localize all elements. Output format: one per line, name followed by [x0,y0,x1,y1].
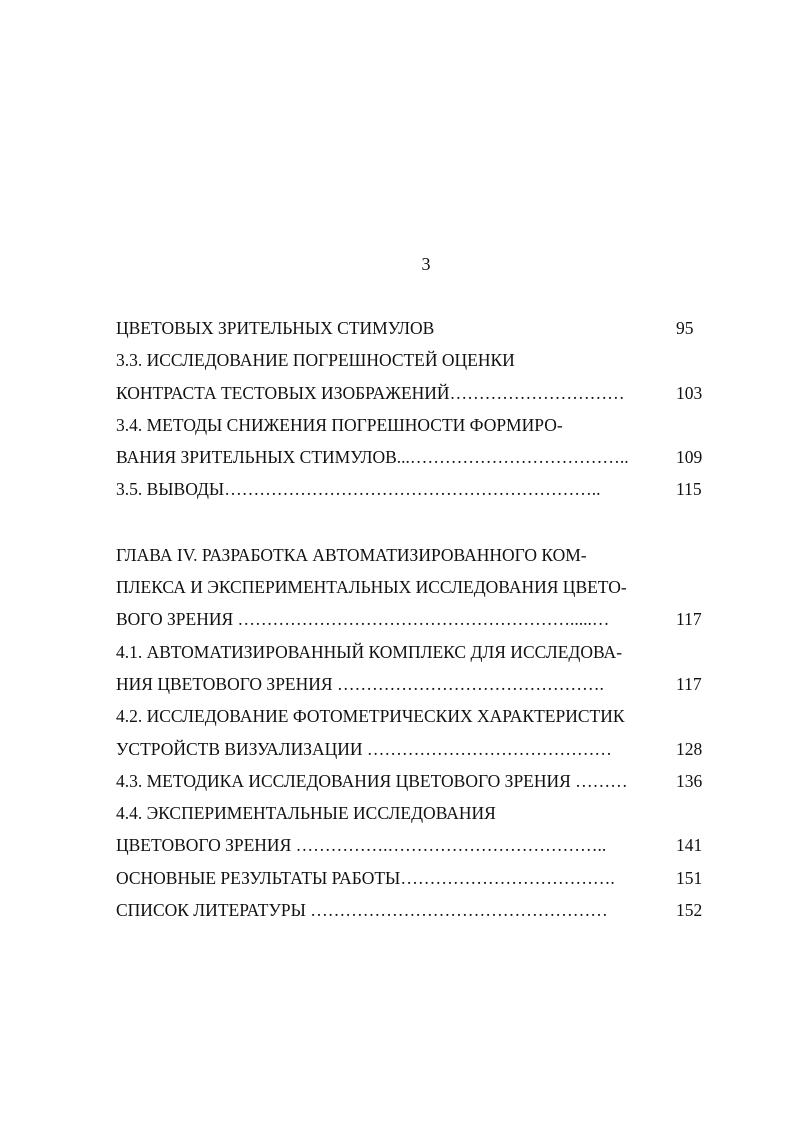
toc-entry-text: 3.3. ИССЛЕДОВАНИЕ ПОГРЕШНОСТЕЙ ОЦЕНКИ [116,350,515,371]
toc-entry-text: 4.4. ЭКСПЕРИМЕНТАЛЬНЫЕ ИССЛЕДОВАНИЯ [116,803,496,824]
toc-line [116,700,716,732]
toc-line [116,668,716,700]
toc-entry-page: 115 [676,479,702,500]
toc-line [116,473,716,505]
toc-entry-text: УСТРОЙСТВ ВИЗУАЛИЗАЦИИ …………………………………… [116,738,612,759]
toc-line [116,441,716,473]
toc-line [116,571,716,603]
toc-entry-text: 4.3. МЕТОДИКА ИССЛЕДОВАНИЯ ЦВЕТОВОГО ЗРЕНИЯ ……… [116,770,628,791]
page-number: 3 [421,254,431,274]
toc-line [116,894,716,926]
toc-entry-text: КОНТРАСТА ТЕСТОВЫХ ИЗОБРАЖЕНИЙ………………………… [116,382,625,403]
section-gap [116,506,716,539]
toc-line [116,377,716,409]
toc-entry-page: 152 [676,900,703,921]
toc-line [116,829,716,861]
toc-entry-text: НИЯ ЦВЕТОВОГО ЗРЕНИЯ ………………………………………. [116,673,604,694]
toc-line [116,733,716,765]
toc-entry-text: ЦВЕТОВЫХ ЗРИТЕЛЬНЫХ СТИМУЛОВ [116,318,435,338]
toc-line [116,344,716,376]
toc-entry-text: 3.4. МЕТОДЫ СНИЖЕНИЯ ПОГРЕШНОСТИ ФОРМИРО- [116,414,563,435]
toc-entry-text: СПИСОК ЛИТЕРАТУРЫ …………………………………………… [116,900,608,921]
toc-entry-text: 4.1. АВТОМАТИЗИРОВАННЫЙ КОМПЛЕКС ДЛЯ ИССЛЕДОВА- [116,641,623,662]
toc-line [116,797,716,829]
toc-entry-page: 141 [676,835,703,856]
toc-entry-text: ЦВЕТОВОГО ЗРЕНИЯ …………….……………………………….. [116,835,607,856]
toc-entry-page: 117 [676,673,702,694]
toc-line [116,636,716,668]
toc-line [116,862,716,894]
toc-entry-page: 151 [676,867,703,888]
toc-entry-page: 95 [676,318,694,338]
toc-line [116,603,716,635]
toc-line [116,312,716,344]
toc-entry-text: ВАНИЯ ЗРИТЕЛЬНЫХ СТИМУЛОВ...……………………………….. [116,447,629,468]
table-of-contents [116,312,716,926]
toc-entry-text: 4.2. ИССЛЕДОВАНИЕ ФОТОМЕТРИЧЕСКИХ ХАРАКТЕРИСТИК [116,706,625,727]
toc-line [116,539,716,571]
toc-entry-page: 136 [676,770,703,791]
toc-entry-text: ГЛАВА IV. РАЗРАБОТКА АВТОМАТИЗИРОВАННОГО КОМ- [116,544,587,565]
toc-line [116,409,716,441]
toc-entry-page: 103 [676,382,703,403]
toc-entry-text: ВОГО ЗРЕНИЯ ………………………………………………….....… [116,609,610,630]
toc-entry-page: 128 [676,738,703,759]
toc-entry-page: 109 [676,447,703,468]
toc-entry-page: 117 [676,609,702,630]
toc-entry-text: ПЛЕКСА И ЭКСПЕРИМЕНТАЛЬНЫХ ИССЛЕДОВАНИЯ ЦВЕТО- [116,577,627,598]
toc-entry-text: ОСНОВНЫЕ РЕЗУЛЬТАТЫ РАБОТЫ………………………………. [116,867,615,888]
toc-entry-text: 3.5. ВЫВОДЫ……………………………………………………….. [116,479,601,500]
toc-line [116,765,716,797]
